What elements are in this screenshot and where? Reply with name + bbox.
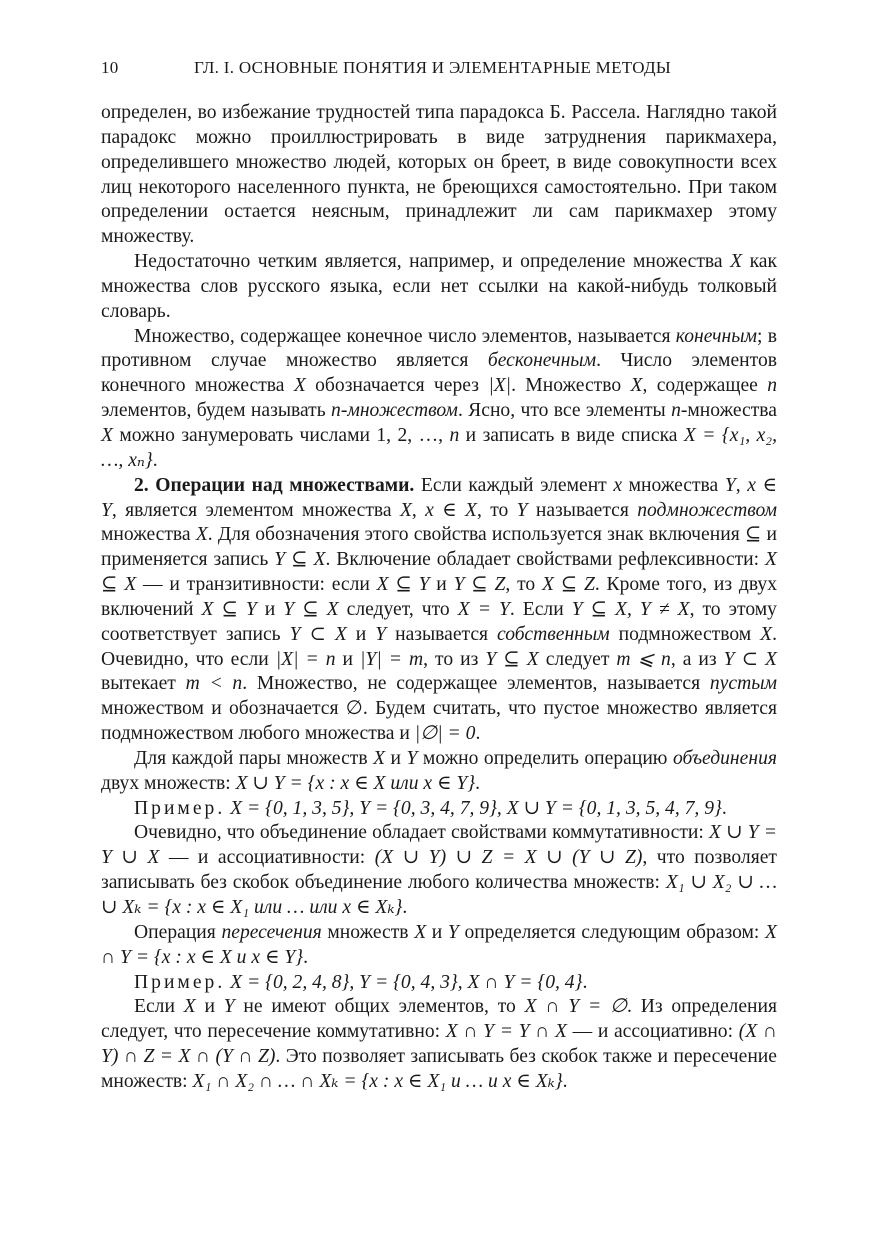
section-heading: 2. Операции над множествами.: [134, 474, 415, 496]
paragraph-russell-paradox: определен, во избежание трудностей типа парадокса Б. Рассела. Наглядно такой парадокс можно проиллюстрировать в виде затруднения парикмахера, определившего множество людей, которых он бреет, в виде совокупности всех лиц некоторого населенного пункта, не бреющихся самостоятельно. При таком определении остается неясным, принадлежит ли сам парикмахер этому множеству.: [101, 102, 777, 248]
term-empty: пустым: [709, 673, 777, 695]
chapter-title: ГЛ. I. ОСНОВНЫЕ ПОНЯТИЯ И ЭЛЕМЕНТАРНЫЕ МЕТОДЫ: [194, 58, 671, 77]
paragraph-union-definition: Для каждой пары множеств X и Y можно определить операцию объединения двух множеств: X ∪ Y = {x : x ∈ X или x ∈ Y}.: [101, 747, 777, 794]
term-union: объединения: [672, 747, 777, 769]
paragraph-intersection-example: Пример. X = {0, 2, 4, 8}, Y = {0, 4, 3}, X ∩ Y = {0, 4}.: [134, 971, 588, 993]
example-label: Пример.: [134, 971, 226, 993]
paragraph-union-properties: Очевидно, что объединение обладает свойствами коммутативности: X ∪ Y = Y ∪ X — и ассоциативности: (X ∪ Y) ∪ Z = X ∪ (Y ∪ Z), что позволяет записывать без скобок объединение любого количества множеств: X₁ ∪ X₂ ∪ … ∪ Xₖ = {x : x ∈ X₁ или … или x ∈ Xₖ}.: [101, 822, 777, 918]
paragraph-set-operations: 2. Операции над множествами. Если каждый элемент x множества Y, x ∈ Y, является элементом множества X, x ∈ X, то Y называется подмножеством множества X. Для обозначения этого свойства используется знак включения ⊆ и применяется запись Y ⊆ X. Включение обладает свойствами рефлексивности: X ⊆ X — и транзитивности: если X ⊆ Y и Y ⊆ Z, то X ⊆ Z. Кроме того, из двух включений X ⊆ Y и Y ⊆ X следует, что X = Y. Если Y ⊆ X, Y ≠ X, то этому соответствует запись Y ⊂ X и Y называется собственным подмножеством X. Очевидно, что если |X| = n и |Y| = m, то из Y ⊆ X следует m ⩽ n, а из Y ⊂ X вытекает m < n. Множество, не содержащее элементов, называется пустым множеством и обозначается ∅. Будем считать, что пустое множество является подмножеством любого множества и |∅| = 0.: [101, 474, 778, 745]
term-finite: конечным: [675, 325, 757, 347]
term-proper: собственным: [497, 623, 610, 645]
term-n-set: n-множеством: [331, 400, 458, 422]
running-header: [101, 58, 777, 78]
page-body: [101, 101, 777, 1095]
paragraph-union-example: Пример. X = {0, 1, 3, 5}, Y = {0, 3, 4, 7, 9}, X ∪ Y = {0, 1, 3, 5, 4, 7, 9}.: [134, 797, 727, 819]
paragraph-finite-sets: Множество, содержащее конечное число элементов, называется конечным; в противном случае множество является бесконечным. Число элементов конечного множества X обозначается через |X|. Множество X, содержащее n элементов, будем называть n-множеством. Ясно, что все элементы n-множества X можно занумеровать числами 1, 2, …, n и записать в виде списка X = {x₁, x₂, …, xₙ}.: [101, 325, 778, 471]
term-intersection: пересечения: [221, 921, 322, 943]
paragraph-intersection-definition: Операция пересечения множеств X и Y определяется следующим образом: X ∩ Y = {x : x ∈ X и x ∈ Y}.: [101, 921, 777, 968]
term-subset: подмножеством: [637, 499, 778, 521]
example-label: Пример.: [134, 797, 226, 819]
paragraph-intersection-properties: Если X и Y не имеют общих элементов, то X ∩ Y = ∅. Из определения следует, что пересечение коммутативно: X ∩ Y = Y ∩ X — и ассоциативно: (X ∩ Y) ∩ Z = X ∩ (Y ∩ Z). Это позволяет записывать без скобок также и пересечение множеств: X₁ ∩ X₂ ∩ … ∩ Xₖ = {x : x ∈ X₁ и … и x ∈ Xₖ}.: [101, 996, 778, 1092]
page-number: 10: [101, 58, 119, 77]
term-infinite: бесконечным: [487, 350, 597, 372]
paragraph-dictionary-example: Недостаточно четким является, например, и определение множества X как множества слов русского языка, если нет ссылки на какой-нибудь толковый словарь.: [101, 251, 778, 322]
